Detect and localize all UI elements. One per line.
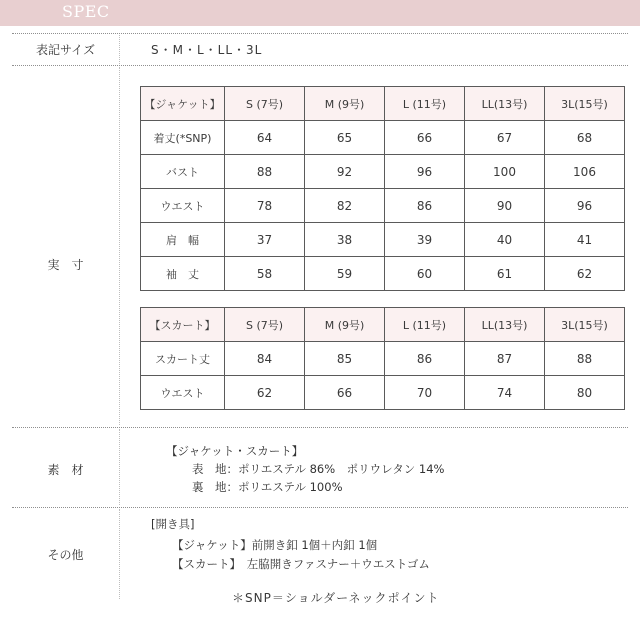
table-cell: 88 xyxy=(225,155,305,189)
table-header-cell: 【スカート】 xyxy=(141,308,225,342)
table-cell: 65 xyxy=(305,121,385,155)
column-divider xyxy=(119,35,120,64)
table-cell: 96 xyxy=(545,189,625,223)
table-row xyxy=(141,257,625,291)
table-header-row xyxy=(141,308,625,342)
table-cell: 59 xyxy=(305,257,385,291)
table-cell: 78 xyxy=(225,189,305,223)
table-cell: 70 xyxy=(385,376,465,410)
row-label: 袖 丈 xyxy=(141,257,225,291)
table-cell: 40 xyxy=(465,223,545,257)
table-row xyxy=(141,342,625,376)
size-list: S・M・L・LL・3L xyxy=(151,43,263,57)
table-cell: 68 xyxy=(545,121,625,155)
table-cell: 41 xyxy=(545,223,625,257)
spec-title: SPEC xyxy=(62,2,110,21)
table-cell: 80 xyxy=(545,376,625,410)
table-cell: 67 xyxy=(465,121,545,155)
table-header-cell: S (7号) xyxy=(225,308,305,342)
table-header-cell: M (9号) xyxy=(305,308,385,342)
table-cell: 86 xyxy=(385,342,465,376)
table-cell: 66 xyxy=(385,121,465,155)
table-row xyxy=(141,189,625,223)
spec-header xyxy=(0,0,640,26)
table-row xyxy=(141,223,625,257)
material-heading: 【ジャケット・スカート】 xyxy=(166,444,304,458)
jacket-size-table xyxy=(140,86,625,291)
material-outer: 表 地：ポリエステル 86% ポリウレタン 14% xyxy=(192,462,445,476)
table-header-cell: LL(13号) xyxy=(465,308,545,342)
row-label: ウエスト xyxy=(141,189,225,223)
table-header-cell: S (7号) xyxy=(225,87,305,121)
table-row xyxy=(141,155,625,189)
table-cell: 82 xyxy=(305,189,385,223)
table-cell: 85 xyxy=(305,342,385,376)
table-cell: 58 xyxy=(225,257,305,291)
material-lining: 裏 地：ポリエステル 100% xyxy=(192,480,343,494)
table-cell: 84 xyxy=(225,342,305,376)
table-cell: 96 xyxy=(385,155,465,189)
table-cell: 88 xyxy=(545,342,625,376)
row-label: ウエスト xyxy=(141,376,225,410)
table-header-cell: 【ジャケット】 xyxy=(141,87,225,121)
table-row xyxy=(141,121,625,155)
divider xyxy=(12,507,628,508)
column-divider xyxy=(119,67,120,425)
skirt-size-table xyxy=(140,307,625,410)
divider xyxy=(12,33,628,34)
table-header-cell: 3L(15号) xyxy=(545,87,625,121)
table-cell: 38 xyxy=(305,223,385,257)
table-cell: 66 xyxy=(305,376,385,410)
table-cell: 86 xyxy=(385,189,465,223)
table-cell: 106 xyxy=(545,155,625,189)
table-cell: 61 xyxy=(465,257,545,291)
table-cell: 37 xyxy=(225,223,305,257)
table-cell: 39 xyxy=(385,223,465,257)
size-label: 表記サイズ xyxy=(35,43,96,57)
table-header-row xyxy=(141,87,625,121)
row-label: 着丈(*SNP) xyxy=(141,121,225,155)
divider xyxy=(12,427,628,428)
measure-label: 実 寸 xyxy=(47,258,84,272)
table-cell: 92 xyxy=(305,155,385,189)
snp-note: ＊SNP＝ショルダーネックポイント xyxy=(232,591,440,605)
skirt-closure: 【スカート】 左脇開きファスナー＋ウエストゴム xyxy=(172,557,430,571)
column-divider xyxy=(119,429,120,505)
table-cell: 62 xyxy=(225,376,305,410)
row-label: バスト xyxy=(141,155,225,189)
material-label: 素 材 xyxy=(47,463,84,477)
table-cell: 90 xyxy=(465,189,545,223)
table-cell: 100 xyxy=(465,155,545,189)
table-header-cell: 3L(15号) xyxy=(545,308,625,342)
divider xyxy=(12,65,628,66)
column-divider xyxy=(119,509,120,599)
table-cell: 64 xyxy=(225,121,305,155)
table-header-cell: M (9号) xyxy=(305,87,385,121)
jacket-closure: 【ジャケット】前開き釦 1個＋内釦 1個 xyxy=(172,538,378,552)
table-cell: 74 xyxy=(465,376,545,410)
table-header-cell: L (11号) xyxy=(385,87,465,121)
table-header-cell: L (11号) xyxy=(385,308,465,342)
table-cell: 62 xyxy=(545,257,625,291)
table-header-cell: LL(13号) xyxy=(465,87,545,121)
row-label: スカート丈 xyxy=(141,342,225,376)
table-cell: 87 xyxy=(465,342,545,376)
row-label: 肩 幅 xyxy=(141,223,225,257)
table-row xyxy=(141,376,625,410)
other-label: その他 xyxy=(47,548,84,562)
closure-heading: [開き具] xyxy=(151,517,195,531)
table-cell: 60 xyxy=(385,257,465,291)
